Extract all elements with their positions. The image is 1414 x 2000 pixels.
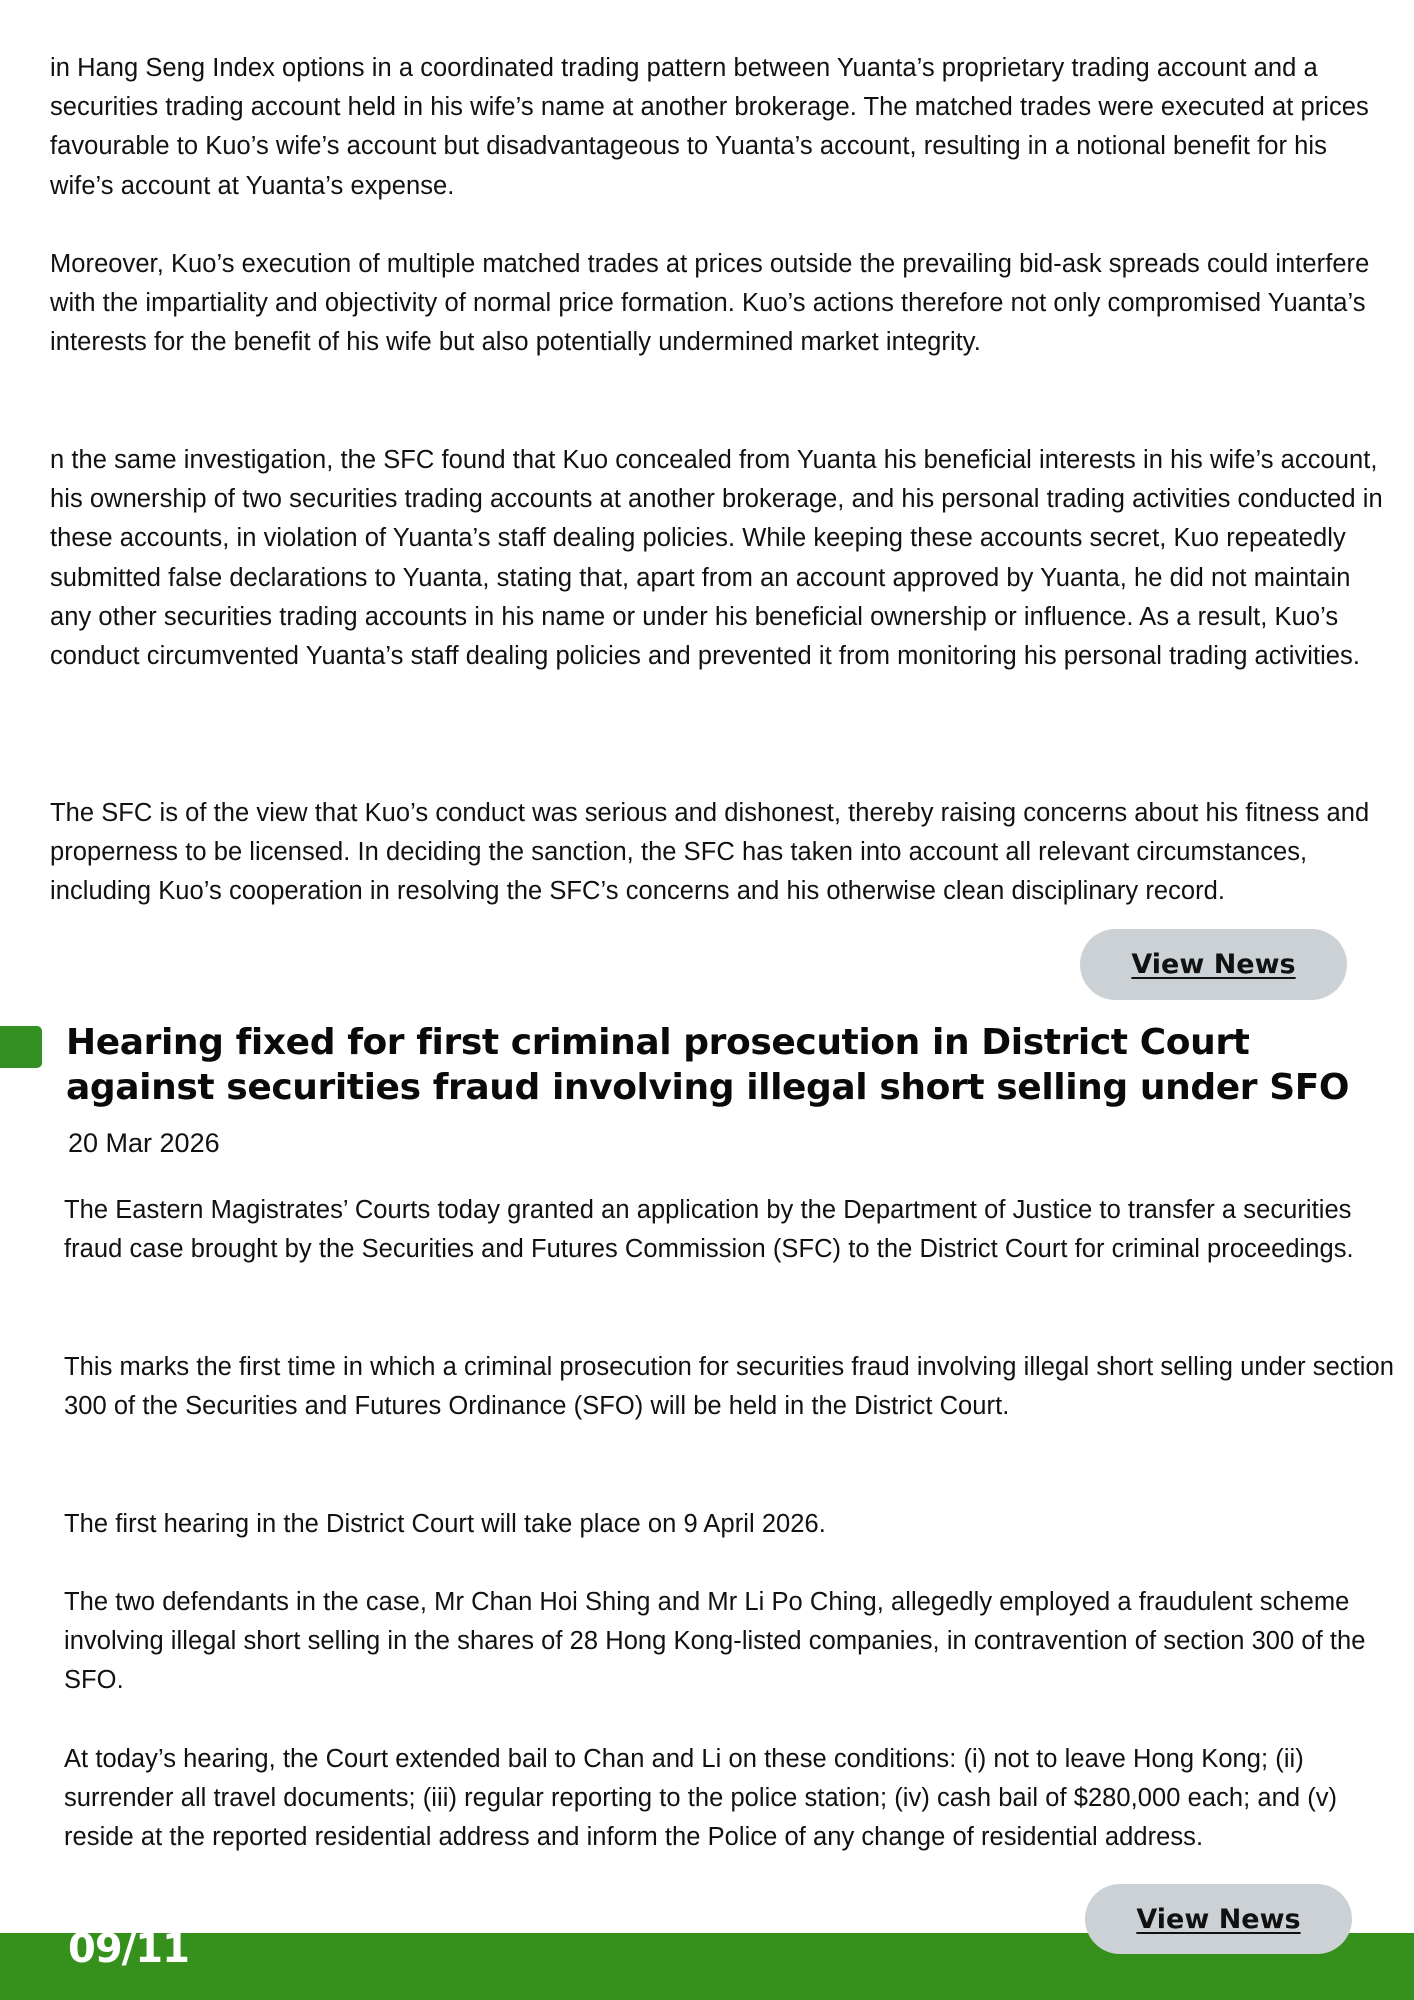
article-paragraph: n the same investigation, the SFC found that Kuo concealed from Yuanta his beneficial interests in his wife’s account, his ownership of two securities trading accounts at another brokerage, and his personal trading activities conducted in these accounts, in violation of Yuanta’s staff dealing policies. While keeping these accounts secret, Kuo repeatedly submitted false declarations to Yuanta, stating that, apart from an account approved by Yuanta, he did not maintain any other securities trading accounts in his name or under his beneficial ownership or influence. As a result, Kuo’s conduct circumvented Yuanta’s staff dealing policies and prevented it from monitoring his personal trading activities. — [50, 446, 1383, 671]
view-news-button[interactable]: View News — [1080, 929, 1347, 1000]
article-paragraph: At today’s hearing, the Court extended bail to Chan and Li on these conditions: (i) not to leave Hong Kong; (ii) surrender all travel documents; (iii) regular reporting to the police station; (iv) cash bail of $280,000 each; and (v) reside at the reported residential address and inform the Police of any change of residential address. — [64, 1745, 1338, 1852]
page-indicator: 09/11 — [68, 1926, 189, 1972]
article-paragraph: The SFC is of the view that Kuo’s conduct was serious and dishonest, thereby raising concerns about his fitness and properness to be licensed. In deciding the sanction, the SFC has taken into account all relevant circumstances, including Kuo’s cooperation in resolving the SFC’s concerns and his otherwise clean disciplinary record. — [50, 799, 1370, 906]
article-paragraph: The Eastern Magistrates’ Courts today granted an application by the Department of Justice to transfer a securities fraud case brought by the Securities and Futures Commission (SFC) to the District Court for criminal proceedings. — [64, 1196, 1354, 1264]
article-paragraph: The first hearing in the District Court will take place on 9 April 2026. — [64, 1510, 826, 1538]
article-date: 20 Mar 2026 — [68, 1128, 220, 1158]
article-paragraph: This marks the first time in which a criminal prosecution for securities fraud involving illegal short selling under section 300 of the Securities and Futures Ordinance (SFO) will be held in the District Court. — [64, 1353, 1394, 1421]
article-paragraph: in Hang Seng Index options in a coordinated trading pattern between Yuanta’s proprietary trading account and a securities trading account held in his wife’s name at another brokerage. The matched trades were executed at prices favourable to Kuo’s wife’s account but disadvantageous to Yuanta’s account, resulting in a notional benefit for his wife’s account at Yuanta’s expense. — [50, 54, 1369, 200]
section-marker — [0, 1026, 42, 1068]
view-news-button[interactable]: View News — [1085, 1884, 1352, 1954]
article-paragraph: Moreover, Kuo’s execution of multiple matched trades at prices outside the prevailing bid-ask spreads could interfere with the impartiality and objectivity of normal price formation. Kuo’s actions therefore not only compromised Yuanta’s interests for the benefit of his wife but also potentially undermined market integrity. — [50, 250, 1370, 357]
article-headline: Hearing fixed for first criminal prosecution in District Court against securities fraud involving illegal short selling under SFO — [66, 1022, 1350, 1108]
article-paragraph: The two defendants in the case, Mr Chan Hoi Shing and Mr Li Po Ching, allegedly employed a fraudulent scheme involving illegal short selling in the shares of 28 Hong Kong-listed companies, in contravention of section 300 of the SFO. — [64, 1588, 1366, 1695]
